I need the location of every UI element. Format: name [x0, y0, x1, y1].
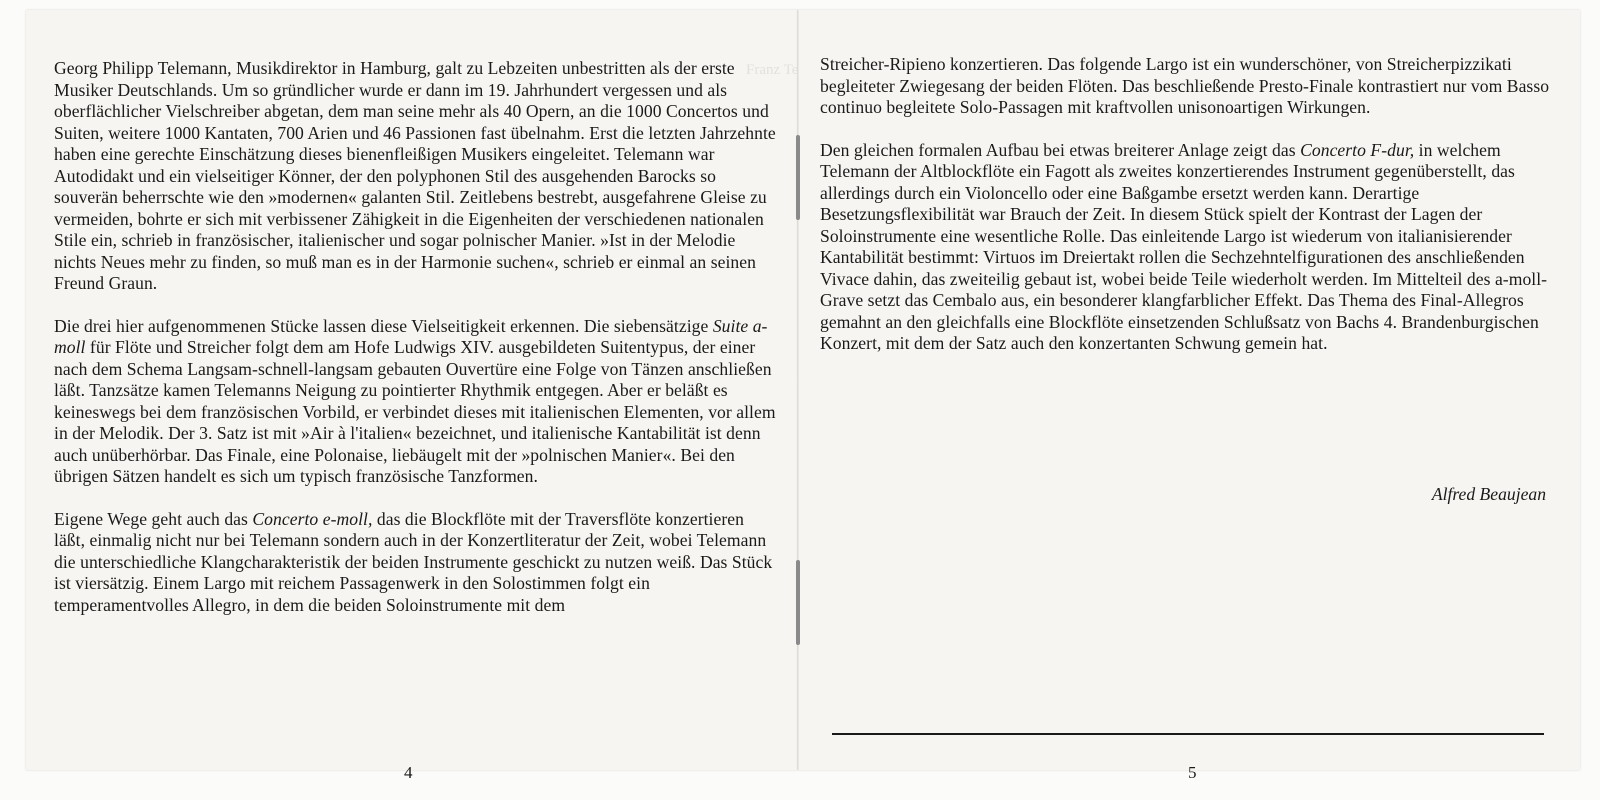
left-paragraph-2	[54, 316, 776, 488]
spine-fold	[797, 10, 799, 770]
italic-title: Concerto F-dur,	[1300, 139, 1415, 160]
italic-title: Concerto e-moll,	[252, 508, 373, 529]
text-run: in welchem Telemann der Altblockflöte ein Fagott als zweites konzertierendes Instrument gegenüberstellt, das allerdings durch ein Violoncello oder eine Baßgambe ersetzt werden kann. Derartige Besetzungsflexibilität war Brauch der Zeit. In diesem Stück spielt der Kontrast der Lagen der Soloinstrumente eine wesentliche Rolle. Das einleitende Largo ist wiederum von italianisierender Kantabilität bestimmt: Virtuos im Dreiertakt rollen die Sechzehntelfigurationen des anschließenden Vivace dahin, das zweiteilig gebaut ist, wobei beide Teile wiederholt werden. Im Mittelteil des a-moll-Grave setzt das Cembalo aus, ein besonderer klangfarblicher Effekt. Das Thema des Final-Allegros gemahnt an den gleichfalls eine Blockflöte einsetzenden Schlußsatz von Bachs 4. Brandenburgischen Konzert, mit dem der Satz auch den konzertanten Schwung gemein hat.	[820, 139, 1548, 353]
staple-top	[796, 135, 800, 220]
left-page-text	[54, 58, 776, 637]
text-run: Die drei hier aufgenommenen Stücke lassen diese Vielseitigkeit erkennen. Die siebensätzige	[54, 315, 713, 336]
left-paragraph-1	[54, 58, 776, 295]
page-number-right: 5	[1188, 763, 1197, 782]
page-number-left: 4	[404, 763, 413, 782]
text-run: Eigene Wege geht auch das	[54, 508, 253, 529]
author-signature: Alfred Beaujean	[1431, 484, 1546, 504]
text-run: Den gleichen formalen Aufbau bei etwas breiterer Anlage zeigt das	[820, 139, 1301, 160]
page-right	[798, 10, 1580, 782]
right-paragraph-2	[820, 140, 1550, 355]
left-paragraph-3	[54, 509, 776, 617]
italic-title: Suite a-moll	[54, 315, 768, 357]
page-left: Franz Telemann Georg Philipp Telemann, Musikdirektor in Hamburg, galt zu Lebzeiten unbestritten als der erste Musiker Deutschlands. Um so gründlicher wurde er dann im 19. Jahrhundert vergessen und als oberflächlicher Vielschreiber abgetan, dem man seine mehr als 40 Opern, an die 1000 Concertos und Suiten, weitere 1000 Kantaten, 700 Arien und 46 Passionen fast übelnahm. Erst die letzten Jahrzehnte haben eine gerechte Einschätzung dieses bienenfleißigen Musikers eingeleitet. Telemann war Autodidakt und ein vielseitiger Könner, der den polyphonen Stil des ausgehenden Barocks so souverän beherrschte wie den »modernen« galanten Stil. Zeitlebens bestrebt, ausgefahrene Gleise zu vermeiden, bohrte er sich mit verbissener Zähigkeit in die Eigenheiten der verschiedenen nationalen Stile ein, schrieb in französischer, italienischer und sogar polnischer Manier. »Ist in der Melodie nichts Neues mehr zu finden, so muß man es in der Harmonie suchen«, schrieb er einmal an seinen Freund Graun. Die drei hier aufgenommenen Stücke lassen diese Vielseitigkeit erkennen. Die siebensätzige Suite a-moll für Flöte und Streicher folgt dem am Hofe Ludwigs XIV. ausgebildeten Suitentypus, der einer nach dem Schema Langsam-schnell-langsam gebauten Ouvertüre eine Folge von Tänzen anschließen läßt. Tanzsätze kamen Telemanns Neigung zu pointierter Rhythmik entgegen. Aber er beläßt es keineswegs bei dem französischen Vorbild, er verbindet dieses mit italienischen Elementen, vor allem in der Melodik. Der 3. Satz ist mit »Air à l'italien« bezeichnet, und italienische Kantabilität ist denn auch unüberhörbar. Das Finale, eine Polonaise, liebäugelt mit der »polnischen Manier«. Bei den übrigen Sätzen handelt es sich um typisch französische Tanzformen. Eigene Wege geht auch das Concerto e-moll, das die Blockflöte mit der Traversflöte konzertieren läßt, einmalig nicht nur bei Telemann sondern auch in der Konzertliteratur der Zeit, wobei Telemann die unterschiedliche Klangcharakteristik der beiden Instrumente geschickt zu nutzen weiß. Das Stück ist viersätzig. Einem Largo mit reichem Passagenwerk in den Solostimmen folgt ein temperamentvolles Allegro, in dem die beiden Soloinstrumente mit dem 4	[26, 10, 798, 770]
right-paragraph-1	[820, 54, 1550, 119]
footer-rule	[832, 733, 1544, 735]
text-run: Georg Philipp Telemann, Musikdirektor in Hamburg, galt zu Lebzeiten unbestritten als der erste Musiker Deutschlands. Um so gründlicher wurde er dann im 19. Jahrhundert vergessen und als oberflächlicher Vielschreiber abgetan, dem man seine mehr als 40 Opern, an die 1000 Concertos und Suiten, weitere 1000 Kantaten, 700 Arien und 46 Passionen fast übelnahm. Erst die letzten Jahrzehnte haben eine gerechte Einschätzung dieses bienenfleißigen Musikers eingeleitet. Telemann war Autodidakt und ein vielseitiger Könner, der den polyphonen Stil des ausgehenden Barocks so souverän beherrschte wie den »modernen« galanten Stil. Zeitlebens bestrebt, ausgefahrene Gleise zu vermeiden, bohrte er sich mit verbissener Zähigkeit in die Eigenheiten der verschiedenen nationalen Stile ein, schrieb in französischer, italienischer und sogar polnischer Manier. »Ist in der Melodie nichts Neues mehr zu finden, so muß man es in der Harmonie suchen«, schrieb er einmal an seinen Freund Graun.	[54, 58, 776, 293]
text-run: das die Blockflöte mit der Traversflöte konzertieren läßt, einmalig nicht nur bei Telemann sondern auch in der Konzertliteratur der Zeit, wobei Telemann die unterschiedliche Klangcharakteristik der beiden Instrumente geschickt zu nutzen weiß. Das Stück ist viersätzig. Einem Largo mit reichem Passagenwerk in den Solostimmen folgt ein temperamentvolles Allegro, in dem die beiden Soloinstrumente mit dem	[54, 508, 773, 615]
text-run: Streicher-Ripieno konzertieren. Das folgende Largo ist ein wunderschöner, von Streicherpizzikati begleiteter Zwiegesang der beiden Flöten. Das beschließende Presto-Finale kontrastiert nur vom Basso continuo begleitete Solo-Passagen mit kraftvollen unisonoartigen Wirkungen.	[820, 54, 1550, 117]
right-page-text	[820, 54, 1550, 376]
text-run: für Flöte und Streicher folgt dem am Hofe Ludwigs XIV. ausgebildeten Suitentypus, der einer nach dem Schema Langsam-schnell-langsam gebauten Ouvertüre eine Folge von Tänzen anschließen läßt. Tanzsätze kamen Telemanns Neigung zu pointierter Rhythmik entgegen. Aber er beläßt es keineswegs bei dem französischen Vorbild, er verbindet dieses mit italienischen Elementen, vor allem in der Melodik. Der 3. Satz ist mit »Air à l'italien« bezeichnet, und italienische Kantabilität ist denn auch unüberhörbar. Das Finale, eine Polonaise, liebäugelt mit der »polnischen Manier«. Bei den übrigen Sätzen handelt es sich um typisch französische Tanzformen.	[54, 337, 776, 486]
staple-bottom	[796, 560, 800, 645]
